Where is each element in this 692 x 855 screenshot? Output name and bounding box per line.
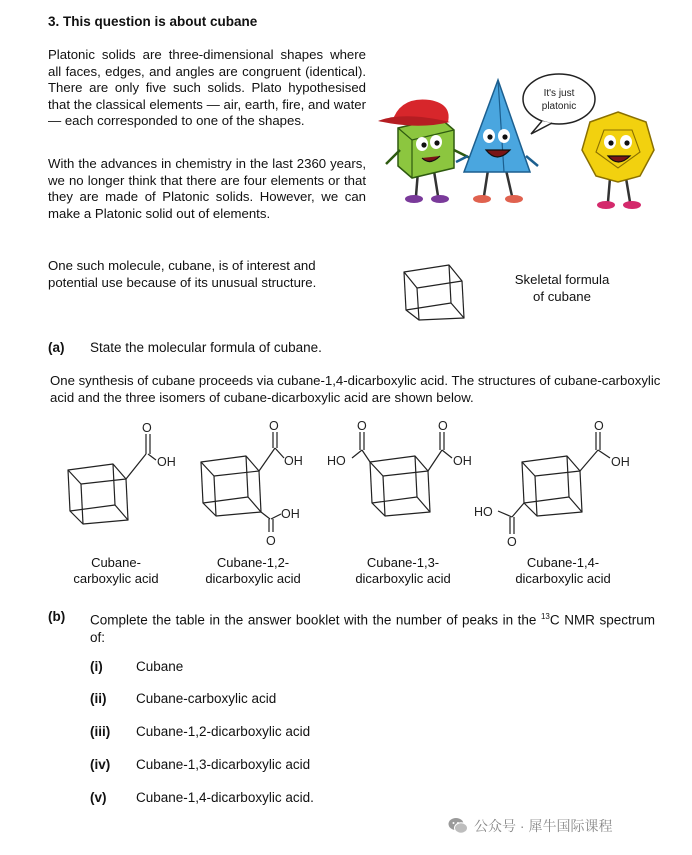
s1-hydroxyl: OH [157,455,176,469]
cube-character [378,99,470,203]
s2-hydroxyl-top: OH [284,454,303,468]
part-b-item-5-text: Cubane-1,4-dicarboxylic acid. [136,790,314,805]
part-b-item-1-text: Cubane [136,659,184,674]
structure-label-2 [193,555,313,587]
structure-label-1-line2: carboxylic acid [73,571,159,586]
part-b-item-2-num: (ii) [90,691,107,706]
wechat-icon [448,817,468,835]
structure-label-1 [60,555,172,587]
s4-oxygen-top: O [594,420,604,433]
dodecahedron-character [582,112,654,209]
part-b-item-4-num: (iv) [90,757,111,772]
speech-bubble [523,74,595,134]
skeletal-caption-line1: Skeletal formula [514,272,610,287]
structure-label-3-line2: dicarboxylic acid [355,571,451,586]
intro-paragraph-2: With the advances in chemistry in the last 2360 years, we no longer think that there are four elements or that they are made of Platonic solids. However, we can make a Platonic solid out of elements. [48,156,366,221]
part-b-item-2-text: Cubane-carboxylic acid [136,691,277,706]
bubble-text-line1: It's just [543,88,575,99]
watermark-text: 公众号 · 犀牛国际课程 [474,818,613,834]
watermark [448,816,612,836]
structure-label-1-line1: Cubane- [91,555,141,570]
bubble-text-line2: platonic [541,101,577,112]
part-b-item-3-num: (iii) [90,724,111,739]
part-b-question [90,608,655,646]
structure-label-4 [503,555,623,587]
structure-label-4-line2: dicarboxylic acid [515,571,611,586]
part-b-text-after: C NMR spectrum of: [90,612,656,645]
s3-oxygen-left: O [357,420,367,433]
structure-label-3 [343,555,463,587]
cubane-acid-structures [60,420,660,552]
s4-oxygen-bottom: O [507,535,517,549]
s2-oxygen-top: O [269,420,279,433]
s3-oxygen-right: O [438,420,448,433]
intro-paragraph-3: One such molecule, cubane, is of interest and potential use because of its unusual structure. [48,258,317,290]
structure-label-2-line2: dicarboxylic acid [205,571,301,586]
part-a-question: State the molecular formula of cubane. [90,340,322,355]
platonic-solids-cartoon [378,66,674,218]
s2-oxygen-bottom: O [266,534,276,548]
s3-hydroxyl-left: HO [327,454,346,468]
synthesis-paragraph: One synthesis of cubane proceeds via cubane-1,4-dicarboxylic acid. The structures of cubane-carboxylic acid and the three isomers of cubane-dicarboxylic acid are shown below. [50,373,661,405]
s3-hydroxyl-right: OH [453,454,472,468]
s2-hydroxyl-bottom: OH [281,507,300,521]
s4-hydroxyl-bottom: HO [474,505,493,519]
s1-oxygen: O [142,421,152,435]
part-b-item-1-num: (i) [90,659,103,674]
part-b-marker: (b) [48,609,66,624]
structure-label-3-line1: Cubane-1,3- [366,555,440,570]
part-b-item-5-num: (v) [90,790,107,805]
skeletal-caption-line2: of cubane [533,289,591,304]
cubane-skeletal-formula [396,258,470,322]
part-a-marker: (a) [48,340,65,355]
part-b-item-4-text: Cubane-1,3-dicarboxylic acid [136,757,311,772]
part-b-item-3-text: Cubane-1,2-dicarboxylic acid [136,724,311,739]
part-b-superscript: 13 [540,612,550,621]
s4-hydroxyl-top: OH [611,455,630,469]
skeletal-formula-caption [488,271,636,305]
intro-paragraph-1: Platonic solids are three-dimensional shapes where all faces, edges, and angles are congruent (identical). There are only five such solids. Plato hypothesised that the classical elements — air, earth, fire, and water — each corresponded to one of the shapes. [48,47,366,129]
structure-label-2-line1: Cubane-1,2- [216,555,290,570]
structure-label-4-line1: Cubane-1,4- [526,555,600,570]
question-title: 3. This question is about cubane [48,14,258,29]
part-b-text-before: Complete the table in the answer booklet with the number of peaks in the [90,612,541,628]
